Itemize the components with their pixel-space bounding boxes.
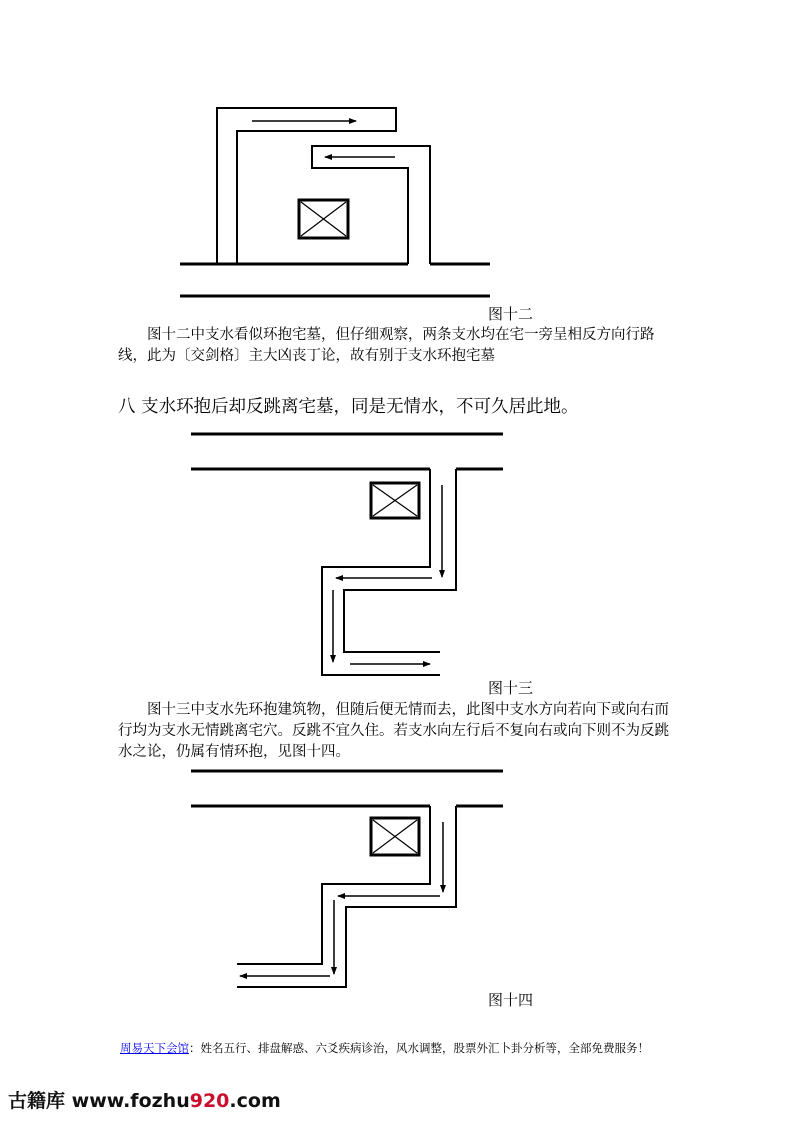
watermark-url-number: 920 <box>189 1090 230 1112</box>
footer-text: ：姓名五行、排盘解惑、六爻疾病诊治，风水调整，股票外汇卜卦分析等，全部免费服务！ <box>189 1041 649 1055</box>
paragraph-fig13: 图十三中支水先环抱建筑物，但随后便无情而去，此图中支水方向若向下或向右而行均为支水无情跳离宅穴。反跳不宜久住。若支水向左行后不复向右或向下则不为反跳水之论，仍属有情环抱，见图十四。 <box>118 702 669 760</box>
section-heading-8: 八 支水环抱后却反跳离宅墓，同是无情水，不可久居此地。 <box>118 397 579 417</box>
watermark-brand: 古籍库 <box>8 1090 66 1112</box>
figure-14-caption: 图十四 <box>488 991 534 1009</box>
paragraph-fig12: 图十二中支水看似环抱宅墓，但仔细观察，两条支水均在宅一旁呈相反方向行路线，此为〔交剑格〕主大凶丧丁论，故有别于支水环抱宅墓 <box>118 327 655 364</box>
watermark-url-suffix: .com <box>229 1090 281 1112</box>
site-watermark <box>8 1089 281 1113</box>
footer-ad <box>120 1040 649 1056</box>
watermark-url-prefix: www.fozhu <box>71 1090 190 1112</box>
footer-link[interactable]: 周易天下会馆 <box>120 1041 189 1055</box>
figure-12-caption: 图十二 <box>488 305 534 323</box>
figure-13-caption: 图十三 <box>488 679 534 697</box>
house-icon <box>371 818 419 855</box>
